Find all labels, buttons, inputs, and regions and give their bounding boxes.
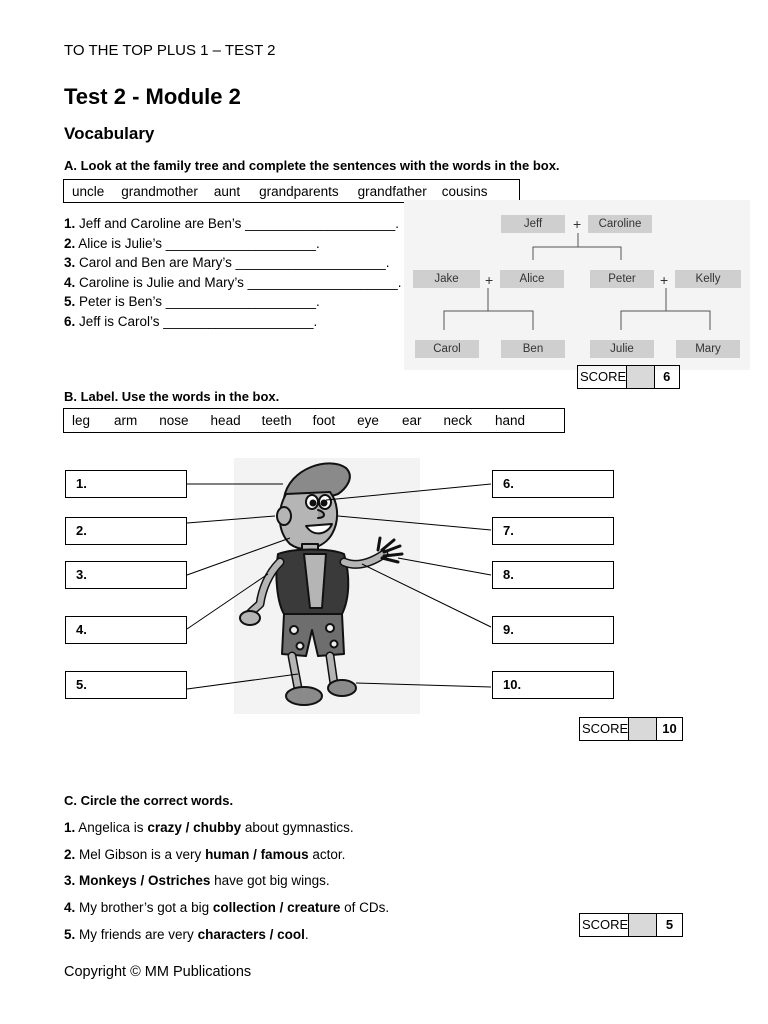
- label-box-5[interactable]: 5.: [65, 671, 187, 699]
- word-box-item: hand: [494, 413, 526, 428]
- word-box-item: uncle: [72, 183, 105, 199]
- score-label: SCORE: [578, 366, 627, 388]
- choice-2[interactable]: human / famous: [205, 847, 309, 862]
- choice-3[interactable]: Monkeys / Ostriches: [79, 873, 211, 888]
- word-box-item: neck: [443, 413, 472, 428]
- person-mary: Mary: [676, 340, 740, 358]
- word-box-item: grandmother: [121, 183, 198, 199]
- family-tree: [404, 200, 750, 370]
- score-blank[interactable]: [629, 718, 657, 740]
- sentence-5: 5. Peter is Ben’s ____________________.: [64, 294, 320, 309]
- score-box-c: [579, 913, 683, 937]
- person-alice: Alice: [500, 270, 564, 288]
- label-box-2[interactable]: 2.: [65, 517, 187, 545]
- word-box-item: grandparents: [259, 183, 339, 199]
- score-blank[interactable]: [627, 366, 654, 388]
- person-jeff: Jeff: [501, 215, 565, 233]
- word-box-item: foot: [312, 413, 336, 428]
- person-jake: Jake: [413, 270, 480, 288]
- word-box-item: teeth: [261, 413, 292, 428]
- person-ben: Ben: [501, 340, 565, 358]
- word-box-item: nose: [159, 413, 189, 428]
- word-box-item: eye: [357, 413, 379, 428]
- person-julie: Julie: [590, 340, 654, 358]
- sentence-3: 3. Carol and Ben are Mary’s ____________________.: [64, 255, 390, 270]
- score-value: 10: [662, 721, 677, 736]
- section-a-sentences: [64, 214, 402, 331]
- sentence-1: 1. Jeff and Caroline are Ben’s ____________________.: [64, 216, 400, 231]
- score-label: SCORE: [580, 718, 629, 740]
- section-a-instruction: A. Look at the family tree and complete the sentences with the words in the box.: [64, 158, 560, 173]
- person-carol: Carol: [415, 340, 479, 358]
- question-2: 2. Mel Gibson is a very human / famous actor.: [64, 847, 346, 862]
- word-box-item: head: [210, 413, 241, 428]
- score-value: 6: [663, 369, 671, 384]
- word-box-item: ear: [401, 413, 422, 428]
- person-kelly: Kelly: [675, 270, 741, 288]
- sentence-4: 4. Caroline is Julie and Mary’s ____________________.: [64, 274, 402, 290]
- label-box-1[interactable]: 1.: [65, 470, 187, 498]
- label-box-7[interactable]: 7.: [492, 517, 614, 545]
- choice-4[interactable]: collection / creature: [212, 900, 341, 915]
- word-box-item: aunt: [213, 183, 241, 199]
- label-box-3[interactable]: 3.: [65, 561, 187, 589]
- score-label: SCORE: [580, 914, 629, 936]
- question-1: 1. Angelica is crazy / chubby about gymnastics.: [64, 820, 354, 835]
- page-title: Test 2 - Module 2: [64, 84, 241, 109]
- person-caroline: Caroline: [588, 215, 652, 233]
- section-b-instruction: B. Label. Use the words in the box.: [64, 389, 280, 404]
- plus-sign: +: [485, 272, 494, 288]
- score-box-b: [579, 717, 683, 741]
- score-blank[interactable]: [629, 914, 657, 936]
- sentence-6: 6. Jeff is Carol’s ____________________.: [64, 313, 318, 329]
- label-box-10[interactable]: 10.: [492, 671, 614, 699]
- word-box-item: leg: [72, 413, 91, 428]
- word-box-item: cousins: [441, 183, 488, 199]
- question-5: 5. My friends are very characters / cool.: [64, 927, 309, 942]
- score-box-a: [577, 365, 680, 389]
- plus-sign: +: [660, 272, 669, 288]
- page-header: TO THE TOP PLUS 1 – TEST 2: [64, 42, 276, 59]
- word-box-item: arm: [114, 413, 138, 428]
- choice-5[interactable]: characters / cool: [197, 927, 305, 942]
- label-box-4[interactable]: 4.: [65, 616, 187, 644]
- sentence-2: 2. Alice is Julie’s ____________________.: [64, 235, 320, 251]
- score-value: 5: [665, 917, 674, 932]
- word-box-item: grandfather: [357, 183, 427, 199]
- plus-sign: +: [573, 216, 582, 232]
- label-box-9[interactable]: 9.: [492, 616, 614, 644]
- label-box-8[interactable]: 8.: [492, 561, 614, 589]
- choice-1[interactable]: crazy / chubby: [147, 820, 242, 835]
- section-subtitle: Vocabulary: [64, 124, 155, 143]
- cartoon-boy-illustration: [234, 458, 420, 714]
- section-c-instruction: C. Circle the correct words.: [64, 793, 234, 808]
- question-3: 3. Monkeys / Ostriches have got big wings.: [64, 873, 330, 888]
- person-peter: Peter: [590, 270, 654, 288]
- question-4: 4. My brother’s got a big collection / creature of CDs.: [64, 900, 390, 915]
- copyright-footer: Copyright © MM Publications: [64, 964, 252, 980]
- label-box-6[interactable]: 6.: [492, 470, 614, 498]
- section-b-word-box: [63, 408, 565, 433]
